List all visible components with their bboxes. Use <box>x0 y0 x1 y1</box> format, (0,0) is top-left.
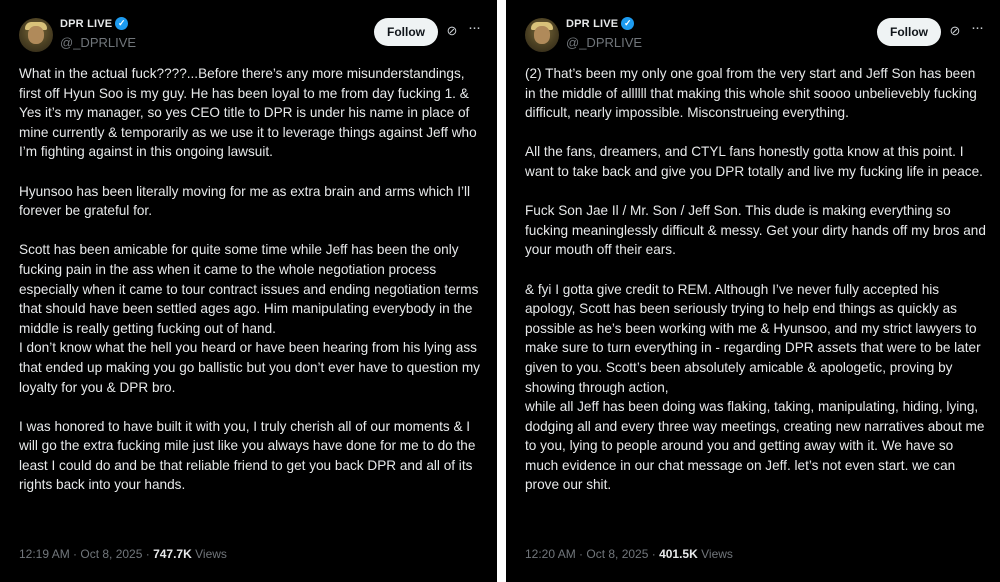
tweet-paragraph: All the fans, dreamers, and CTYL fans honestly gotta know at this point. I want to take back and give you DPR totally and live my fucking life in peace. <box>525 144 983 179</box>
tweet-meta <box>19 547 227 561</box>
views-label: Views <box>697 547 733 561</box>
tweet-text <box>19 64 483 495</box>
avatar-face <box>28 26 44 44</box>
more-icon[interactable]: ··· <box>971 19 983 36</box>
verified-badge-icon: ✓ <box>621 17 634 30</box>
avatar-face <box>534 26 550 44</box>
user-handle[interactable]: @_DPRLIVE <box>60 35 137 50</box>
tweet-meta <box>525 547 733 561</box>
avatar[interactable] <box>19 18 53 52</box>
views-count: 401.5K <box>659 547 698 561</box>
display-name[interactable] <box>566 17 634 30</box>
tweet-paragraph: Hyunsoo has been literally moving for me as extra brain and arms which I’ll forever be grateful for. <box>19 183 471 219</box>
timestamp[interactable]: 12:19 AM · Oct 8, 2025 · <box>19 547 154 561</box>
follow-button[interactable]: Follow <box>374 18 438 46</box>
tweet-paragraph: What in the actual fuck????...Before there’s any more misunderstandings, first off Hyun Soo is my guy. He has been loyal to me from day fucking 1. & Yes it’s my manager, so yes CEO title to DPR is under his name in place of mine currently & temporarily as we use it to leverage things against Jeff who I’m fighting against in this ongoing lawsuit. <box>19 66 477 160</box>
more-icon[interactable]: ··· <box>468 19 480 36</box>
timestamp[interactable]: 12:20 AM · Oct 8, 2025 · <box>525 547 660 561</box>
user-handle[interactable]: @_DPRLIVE <box>566 35 643 50</box>
tweet-paragraph: Fuck Son Jae Il / Mr. Son / Jeff Son. This dude is making everything so fucking meaninglessly difficult & messy. Get your dirty hands off my bros and your mouth off their ears. <box>525 203 986 258</box>
grok-icon[interactable]: ⊘ <box>949 23 961 38</box>
display-name[interactable] <box>60 17 128 30</box>
tweet-paragraph: I was honored to have built it with you, I truly cherish all of our moments & I will go the extra fucking mile just like you always have done for me to do the least I could do and be that reliable friend to get you back DPR and all of its rights back into your hands. <box>19 418 476 493</box>
display-name-text[interactable]: DPR LIVE <box>60 17 113 30</box>
tweet-card <box>0 0 497 582</box>
avatar[interactable] <box>525 18 559 52</box>
tweet-paragraph: Scott has been amicable for quite some time while Jeff has been the only fucking pain in the ass when it came to the whole negotiation process especially when it came to tour contract issues and ending negotiation terms that should have been settled ages ago. Him manipulating everybody in the middle is really getting fucking out of hand. I don’t know what the hell you heard or have been hearing from his lying ass that ended up making you go ballistic but you don’t ever have to question my loyalty for you & DPR bro. <box>19 242 480 395</box>
tweet-card <box>506 0 1000 582</box>
follow-button[interactable]: Follow <box>877 18 941 46</box>
views-count: 747.7K <box>153 547 192 561</box>
display-name-text[interactable]: DPR LIVE <box>566 17 619 30</box>
tweet-paragraph: (2) That’s been my only one goal from the very start and Jeff Son has been in the middle of allllll that making this whole shit soooo unbelievebly fucking difficult, nearly impossible. Misconstrueing everything. <box>525 66 977 121</box>
tweet-text <box>525 64 986 495</box>
verified-badge-icon: ✓ <box>115 17 128 30</box>
tweet-paragraph: & fyi I gotta give credit to REM. Although I’ve never fully accepted his apology, Scott has been seriously trying to help end things as quickly as possible as he’s been working with me & Hyunsoo, and my strict lawyers to make sure to turn everything in - regarding DPR assets that were to be later given to you. Scott’s been absolutely amicable & apologetic, proving by showing through action, while all Jeff has been doing was flaking, taking, manipulating, hiding, lying, dodging all and every three way meetings, creating new narratives about me to you, lying to people around you and getting away with it. We have so much evidence in our chat message on Jeff. let’s not even start. we can prove our shit. <box>525 281 985 493</box>
grok-icon[interactable]: ⊘ <box>446 23 458 38</box>
views-label: Views <box>191 547 227 561</box>
